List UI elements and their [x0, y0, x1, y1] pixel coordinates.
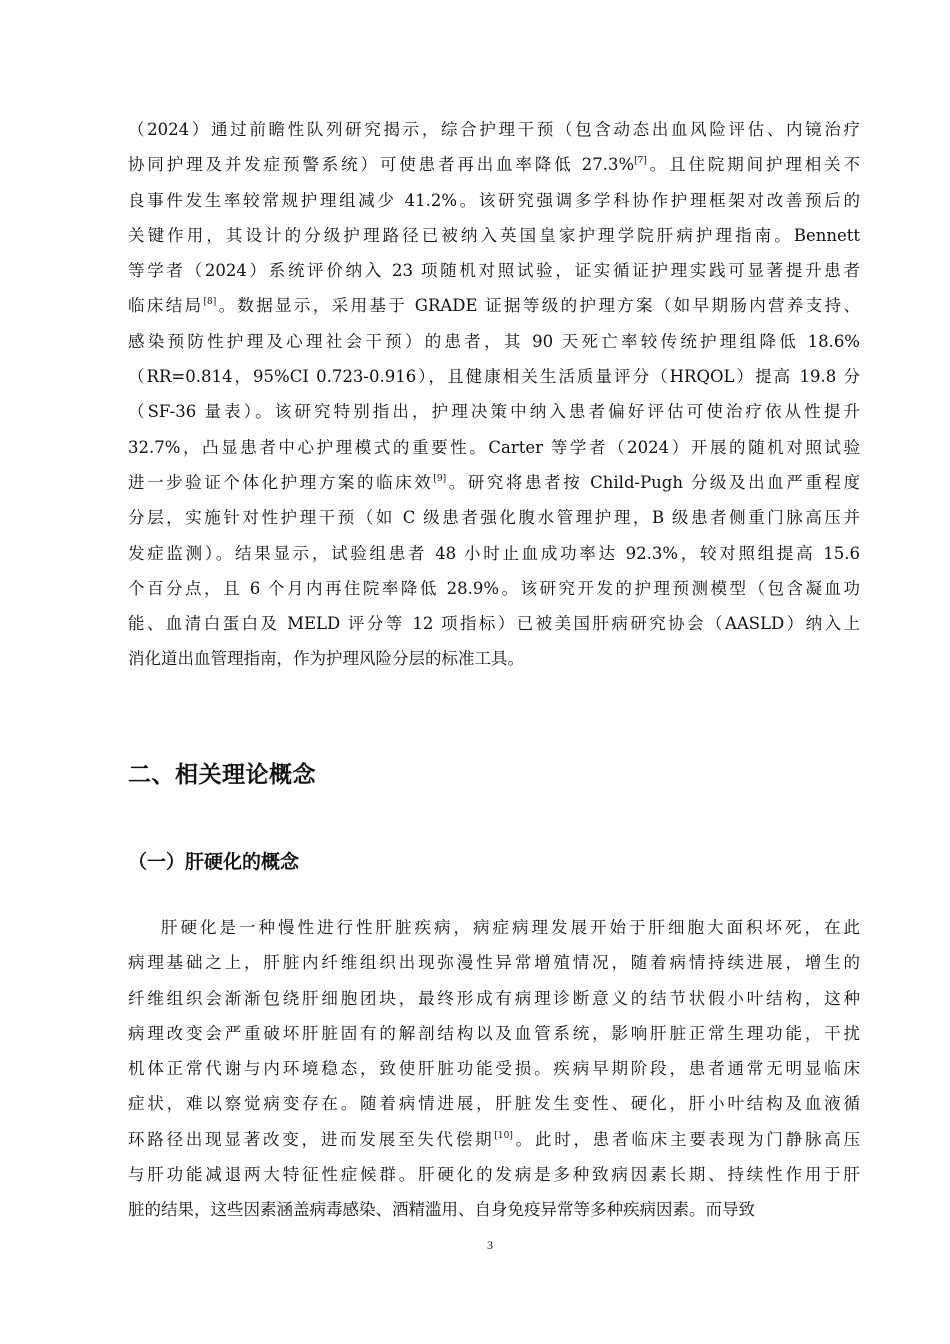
line-text: （2024）通过前瞻性队列研究揭示，综合护理干预（包含动态出血风险评估、内镜治疗: [128, 120, 860, 139]
line-text: 消化道出血管理指南，作为护理风险分层的标准工具。: [128, 649, 524, 669]
line-text-continued: 。且住院期间护理相关不: [646, 155, 861, 175]
text-line: [128, 1016, 860, 1051]
text-line: [128, 1192, 860, 1227]
line-text: 个百分点，且 6 个月内再住院率降低 28.9%。该研究开发的护理预测模型（包含凝血功: [128, 578, 860, 598]
line-text-continued: 。数据显示，采用基于 GRADE 证据等级的护理方案（如早期肠内营养支持、: [216, 296, 861, 316]
line-text: 感染预防性护理及心理社会干预）的患者，其 90 天死亡率较传统护理组降低 18.6%: [128, 331, 860, 351]
line-text: 纤维组织会渐渐包绕肝细胞团块，最终形成有病理诊断意义的结节状假小叶结构，这种: [128, 988, 860, 1008]
text-line: [128, 183, 860, 218]
text-line: [128, 394, 860, 429]
text-line: [128, 112, 860, 147]
text-line: [128, 606, 860, 641]
text-line: [128, 1051, 860, 1086]
text-line: [128, 500, 860, 535]
line-text: 进一步验证个体化护理方案的临床效: [128, 472, 434, 492]
line-text: 临床结局: [128, 296, 204, 316]
line-text: 脏的结果，这些因素涵盖病毒感染、酒精滥用、自身免疫异常等多种疾病因素。而导致: [128, 1200, 755, 1220]
body-paragraph-2: [128, 910, 860, 1228]
line-text: 协同护理及并发症预警系统）可使患者再出血率降低 27.3%: [128, 155, 635, 175]
page-number: 3: [487, 1238, 493, 1252]
text-line: [128, 536, 860, 571]
line-text: 良事件发生率较常规护理组减少 41.2%。该研究强调多学科协作护理框架对改善预后的: [128, 190, 860, 210]
line-text: 机体正常代谢与内环境稳态，致使肝脏功能受损。疾病早期阶段，患者通常无明显临床: [128, 1059, 860, 1079]
text-line: [128, 945, 860, 980]
citation-reference: [7]: [634, 156, 647, 167]
citation-reference: [10]: [494, 1130, 513, 1141]
line-text: 关键作用，其设计的分级护理路径已被纳入英国皇家护理学院肝病护理指南。Bennett: [128, 225, 860, 245]
line-text: （RR=0.814，95%CI 0.723-0.916），且健康相关生活质量评分（HRQOL）提高 19.8 分: [128, 367, 860, 387]
line-text: 病理改变会严重破坏肝脏固有的解剖结构以及血管系统，影响肝脏正常生理功能，干扰: [128, 1023, 860, 1043]
line-text-continued: 。此时，患者临床主要表现为门静脉高压: [512, 1129, 861, 1149]
line-text-continued: 。研究将患者按 Child-Pugh 分级及出血严重程度: [446, 472, 861, 492]
text-line: [128, 981, 860, 1016]
text-line: [128, 1122, 860, 1157]
text-line: [128, 253, 860, 288]
section-heading: 二、相关理论概念: [128, 762, 316, 788]
line-text: 病理基础之上，肝脏内纤维组织出现弥漫性异常增殖情况，随着病情持续进展，增生的: [128, 953, 860, 973]
line-text: 等学者（2024）系统评价纳入 23 项随机对照试验，证实循证护理实践可显著提升患者: [128, 261, 860, 281]
text-line: [128, 359, 860, 394]
text-line: [128, 1157, 860, 1192]
body-paragraph-1: [128, 112, 860, 677]
text-line: [128, 571, 860, 606]
text-line: [128, 1086, 860, 1121]
text-line: [128, 288, 860, 323]
text-line: [128, 430, 860, 465]
line-text: 32.7%，凸显患者中心护理模式的重要性。Carter 等学者（2024）开展的随机对照试验: [128, 437, 860, 457]
line-text: 发症监测）。结果显示，试验组患者 48 小时止血成功率达 92.3%，较对照组提高 15.6: [128, 543, 860, 563]
citation-reference: [8]: [203, 297, 217, 308]
text-line: [128, 324, 860, 359]
citation-reference: [9]: [433, 473, 447, 484]
line-text: （SF-36 量表）。该研究特别指出，护理决策中纳入患者偏好评估可使治疗依从性提升: [128, 402, 860, 422]
line-text: 与肝功能减退两大特征性症候群。肝硬化的发病是多种致病因素长期、持续性作用于肝: [128, 1165, 860, 1185]
text-line: [128, 641, 860, 676]
line-text: 肝硬化是一种慢性进行性肝脏疾病，病症病理发展开始于肝细胞大面积坏死，在此: [161, 918, 860, 937]
text-line: [128, 910, 860, 945]
line-text: 症状，难以察觉病变存在。随着病情进展，肝脏发生变性、硬化，肝小叶结构及血液循: [128, 1094, 860, 1114]
text-line: [128, 218, 860, 253]
line-text: 环路径出现显著改变，进而发展至失代偿期: [128, 1129, 495, 1149]
text-line: [128, 147, 860, 182]
subsection-heading: （一）肝硬化的概念: [128, 851, 300, 873]
line-text: 分层，实施针对性护理干预（如 C 级患者强化腹水管理护理，B 级患者侧重门脉高压并: [128, 508, 860, 528]
text-line: [128, 465, 860, 500]
line-text: 能、血清白蛋白及 MELD 评分等 12 项指标）已被美国肝病研究协会（AASLD）纳入上: [128, 614, 860, 634]
